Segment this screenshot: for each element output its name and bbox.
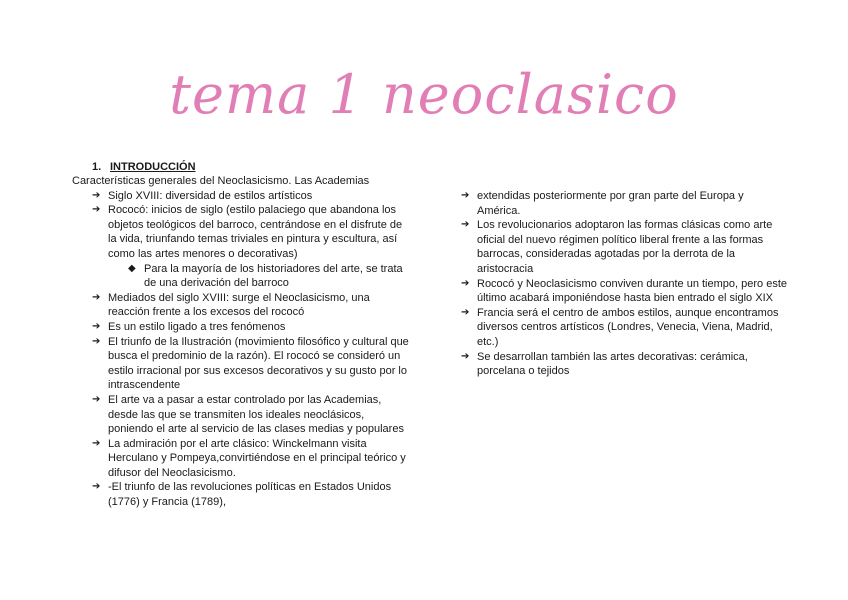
list-item-text: El arte va a pasar a estar controlado por las Academias, desde las que se transmiten los ideales neoclásicos, poniendo el arte al servicio de las clases medias y populares [108, 393, 404, 436]
list-item-text: Se desarrollan también las artes decorativas: cerámica, porcelana o tejidos [477, 350, 748, 378]
section-heading [92, 160, 412, 174]
right-bullet-list [457, 189, 787, 379]
list-item [457, 350, 787, 379]
list-item [72, 393, 412, 437]
arrow-icon: ➔ [92, 291, 101, 303]
list-item-text: Los revolucionarios adoptaron las formas clásicas como arte oficial del nuevo régimen político liberal frente a las formas barrocas, consideradas agotadas por la derrota de la aristocracia [477, 219, 773, 275]
list-item [457, 277, 787, 306]
list-item [72, 291, 412, 320]
arrow-icon: ➔ [92, 437, 101, 449]
list-item-text: Mediados del siglo XVIII: surge el Neoclasicismo, una reacción frente a los excesos del rococó [108, 291, 370, 319]
list-item-text: La admiración por el arte clásico: Winckelmann visita Herculano y Pompeya,convirtiéndose en el principal teórico y difusor del Neoclasicismo. [108, 437, 406, 479]
arrow-icon: ➔ [461, 219, 470, 231]
list-item-text: extendidas posteriormente por gran parte del Europa y América. [477, 190, 744, 217]
section-number: 1. [92, 161, 102, 173]
page-title: tema 1 neoclasico [169, 63, 679, 126]
list-item-text: Rococó: inicios de siglo (estilo palaciego que abandona los objetos teológicos del barroco, centrándose en el disfrute de la vida, triunfando temas triviales en pintura y escultura, así como las artes menores o decorativas) [108, 204, 403, 260]
list-item [72, 480, 412, 509]
list-item [457, 189, 787, 218]
list-item-text: El triunfo de la Ilustración (movimiento filosófico y cultural que busca el predominio de la razón). El rococó se consideró un estilo irracional por sus excesos decorativos y su gusto por lo intrascendente [108, 335, 409, 392]
list-item-text: Siglo XVIII: diversidad de estilos artísticos [108, 189, 313, 202]
section-subtitle: Características generales del Neoclasicismo. Las Academias [72, 175, 370, 187]
list-item [72, 203, 412, 261]
arrow-icon: ➔ [461, 350, 470, 362]
arrow-icon: ➔ [92, 393, 101, 405]
list-item [457, 218, 787, 276]
list-item [72, 437, 412, 481]
left-bullet-list [72, 189, 412, 510]
right-column [457, 189, 787, 379]
arrow-icon: ➔ [92, 204, 101, 216]
list-item-text: Es un estilo ligado a tres fenómenos [108, 320, 286, 333]
list-item-text: Francia será el centro de ambos estilos, aunque encontramos diversos centros artísticos (Londres, Venecia, Viena, Madrid, etc.) [477, 306, 779, 348]
arrow-icon: ➔ [92, 335, 101, 347]
list-item-text: Rococó y Neoclasicismo conviven durante un tiempo, pero este último acabará imponiéndose hasta bien entrado el siglo XIX [477, 277, 787, 305]
list-item-text: -El triunfo de las revoluciones políticas en Estados Unidos (1776) y Francia (1789), [108, 481, 392, 509]
sub-list-item-text: Para la mayoría de los historiadores del arte, se trata de una derivación del barroco [144, 262, 403, 290]
arrow-icon: ➔ [461, 306, 470, 318]
left-column [72, 160, 412, 510]
arrow-icon: ➔ [461, 277, 470, 289]
list-item [72, 320, 412, 335]
arrow-icon: ➔ [92, 189, 101, 201]
arrow-icon: ➔ [92, 320, 101, 332]
diamond-bullet-icon: ◆ [128, 262, 136, 274]
sub-list-item [72, 262, 412, 291]
list-item [72, 335, 412, 393]
arrow-icon: ➔ [461, 190, 470, 201]
section-heading-text: INTRODUCCIÓN [110, 161, 196, 173]
list-item [457, 306, 787, 350]
list-item [72, 189, 412, 204]
arrow-icon: ➔ [92, 481, 101, 493]
